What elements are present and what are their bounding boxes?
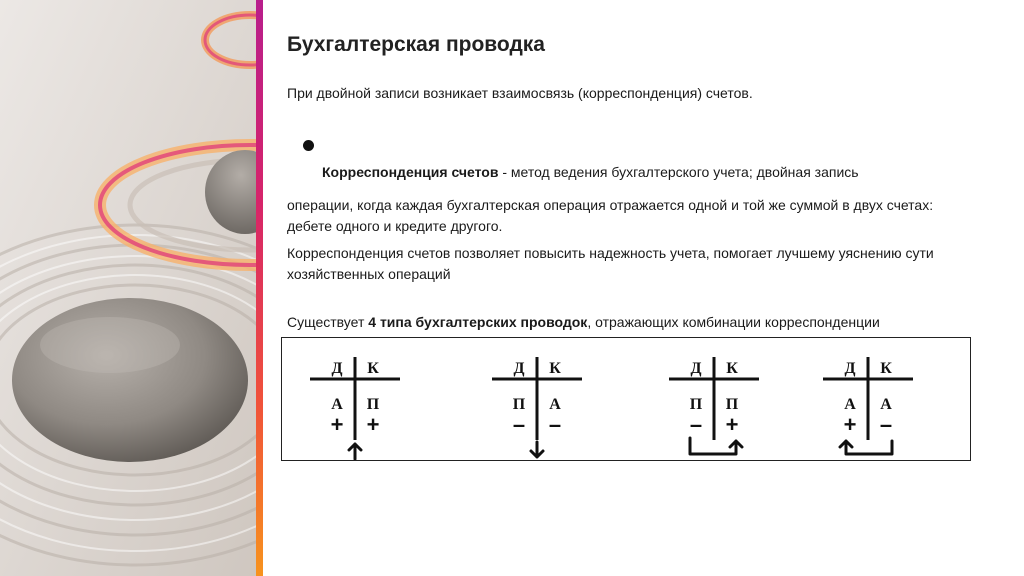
posting-type-1 (310, 357, 400, 459)
definition-rest: - метод ведения бухгалтерского учета; двойная запись (498, 164, 859, 180)
right-account-type: П (366, 396, 380, 413)
arrow-right-to-left-icon (840, 441, 892, 454)
posting-types-diagram (281, 337, 971, 461)
right-account-type: А (880, 396, 892, 413)
bullet-icon (303, 140, 314, 151)
zen-stones-photo (0, 0, 256, 576)
arrow-down-icon (531, 442, 543, 457)
left-account-type: А (844, 396, 856, 413)
paragraph-reliability: Корреспонденция счетов позволяет повысить надежность учета, помогает лучшему уяснению сути хозяйственных операций (287, 245, 934, 282)
credit-label: К (549, 360, 561, 377)
zen-stones-illustration (0, 0, 256, 576)
left-account-type: А (331, 396, 343, 413)
credit-label: К (367, 360, 379, 377)
credit-label: К (726, 360, 738, 377)
types-post: , отражающих комбинации корреспонденции (587, 314, 880, 330)
left-account-type: П (512, 396, 526, 413)
definition-line (322, 164, 859, 180)
left-sign: – (512, 412, 526, 437)
right-sign: + (366, 412, 380, 437)
right-sign: + (725, 412, 739, 437)
types-bold: 4 типа бухгалтерских проводок (368, 314, 588, 330)
debit-label: Д (331, 360, 343, 377)
accent-bar (256, 0, 263, 576)
debit-label: Д (513, 360, 525, 377)
definition-term: Корреспонденция счетов (322, 164, 499, 180)
debit-label: Д (690, 360, 702, 377)
left-sign: + (843, 412, 857, 437)
arrow-left-to-right-icon (690, 438, 742, 454)
credit-label: К (880, 360, 892, 377)
right-account-type: П (725, 396, 739, 413)
right-account-type: А (549, 396, 561, 413)
right-sign: – (879, 412, 893, 437)
arrow-up-icon (349, 444, 361, 459)
intro-text: При двойной записи возникает взаимосвязь (корреспонденция) счетов. (287, 85, 753, 101)
slide-title: Бухгалтерская проводка (287, 33, 545, 56)
debit-label: Д (844, 360, 856, 377)
right-sign: – (548, 412, 562, 437)
left-account-type: П (689, 396, 703, 413)
left-sign: + (330, 412, 344, 437)
posting-type-3 (669, 357, 759, 454)
types-line (287, 314, 880, 330)
posting-type-4 (823, 357, 913, 454)
paragraph-double-entry: операции, когда каждая бухгалтерская операция отражается одной и той же суммой в двух счетах: дебете одного и кредите другого. (287, 197, 934, 234)
t-accounts-diagrams (282, 338, 970, 460)
types-pre: Существует (287, 314, 369, 330)
left-sign: – (689, 412, 703, 437)
posting-type-2 (492, 357, 582, 457)
